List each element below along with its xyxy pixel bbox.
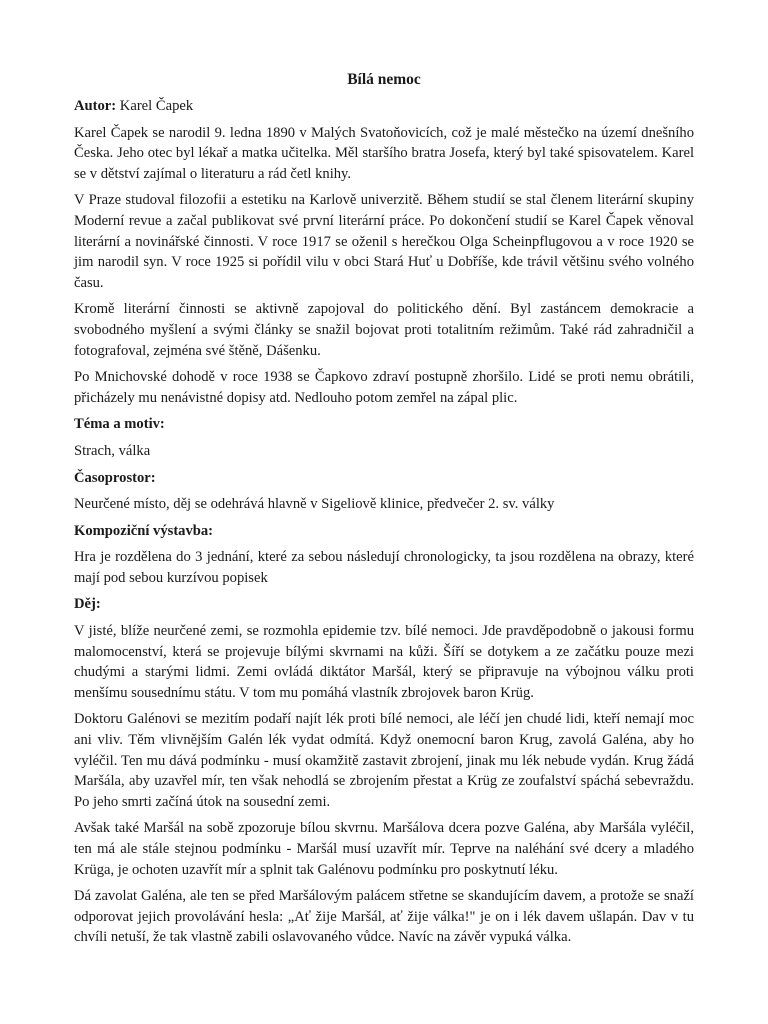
bio-paragraph-3: Kromě literární činnosti se aktivně zapojoval do politického dění. Byl zastáncem demokracie a svobodného myšlení a svými články se snažil bojovat proti totalitním režimům. Také rád zahradničil a fotografoval, zejména své štěně, Dášenku.: [74, 301, 694, 359]
theme-text: Strach, válka: [74, 442, 151, 459]
document-page: [74, 70, 694, 954]
plot-heading: Děj:: [74, 596, 101, 613]
bio-paragraph-4: Po Mnichovské dohodě v roce 1938 se Čapkovo zdraví postupně zhoršilo. Lidé se proti nemu obrátili, přicházely mu nenávistné dopisy atd. Nedlouho potom zemřel na zápal plic.: [74, 369, 694, 406]
theme-heading: Téma a motiv:: [74, 416, 165, 433]
plot-paragraph-4: Dá zavolat Galéna, ale ten se před Maršálovým palácem střetne se skandujícím davem, a protože se snaží odporovat jejich provolávání hesla: „Ať žije Maršál, ať žije válka!" je on i lék davem ušlapán. Dav v tu chvíli netuší, že tak vlastně zabili oslavovaného vůdce. Navíc na závěr vypuká válka.: [74, 888, 694, 946]
author-line: [74, 96, 694, 117]
author-label: Autor:: [74, 98, 117, 114]
document-title: Bílá nemoc: [347, 71, 421, 88]
time-heading: Časoprostor:: [74, 469, 156, 486]
composition-text: Hra je rozdělena do 3 jednání, které za sebou následují chronologicky, ta jsou rozdělena na obrazy, které mají pod sebou kurzívou popisek: [74, 549, 694, 586]
plot-paragraph-3: Avšak také Maršál na sobě zpozoruje bílou skvrnu. Maršálova dcera pozve Galéna, aby Maršála vyléčil, ten má ale stále stejnou podmínku - Maršál musí uzavřít mír. Teprve na naléhání své dcery a mladého Krüga, je ochoten uzavřít mír a splnit tak Galénovu podmínku pro poskytnutí léku.: [74, 820, 694, 878]
author-value: Karel Čapek: [116, 98, 194, 114]
plot-paragraph-2: Doktoru Galénovi se mezitím podaří najít lék proti bílé nemoci, ale léčí jen chudé lidi, kteří nemají moc ani vliv. Těm vlivnějším Galén lék vydat odmítá. Když onemocní baron Krug, zavolá Galéna, aby ho vyléčil. Ten mu dává podmínku - musí okamžitě zastavit zbrojení, jinak mu lék nebude vydán. Krug žádá Maršála, aby uzavřel mír, ten však nehodlá se zbrojením přestat a Krüg ze zoufalství spáchá sebevraždu. Po jeho smrti začíná útok na sousední zemi.: [74, 711, 694, 810]
plot-paragraph-1: V jisté, blíže neurčené zemi, se rozmohla epidemie tzv. bílé nemoci. Jde pravděpodobně o jakousi formu malomocenství, která se projevuje bílými skvrnami na kůži. Šíří se dotykem a ze začátku pouze mezi chudými a starými lidmi. Zemi ovládá diktátor Maršál, který se připravuje na výbojnou válku proti menšímu sousednímu státu. V tom mu pomáhá vlastník zbrojovek baron Krüg.: [74, 623, 694, 701]
time-text: Neurčené místo, děj se odehrává hlavně v Sigeliově klinice, předvečer 2. sv. války: [74, 496, 555, 513]
composition-heading: Kompoziční výstavba:: [74, 522, 214, 539]
bio-paragraph-1: Karel Čapek se narodil 9. ledna 1890 v Malých Svatoňovicích, což je malé městečko na území dnešního Česka. Jeho otec byl lékař a matka učitelka. Měl staršího bratra Josefa, který byl také spisovatelem. Karel se v dětství zajímal o literaturu a rád četl knihy.: [74, 124, 694, 182]
bio-paragraph-2: V Praze studoval filozofii a estetiku na Karlově univerzitě. Během studií se stal členem literární skupiny Moderní revue a začal publikovat své první literární práce. Po dokončení studií se Karel Čapek věnoval literární a novinářské činnosti. V roce 1917 se oženil s herečkou Olga Scheinpflugovou a v roce 1920 se jim narodil syn. V roce 1925 si pořídil vilu v obci Stará Huť u Dobříše, kde trávil většinu svého volného času.: [74, 192, 694, 291]
